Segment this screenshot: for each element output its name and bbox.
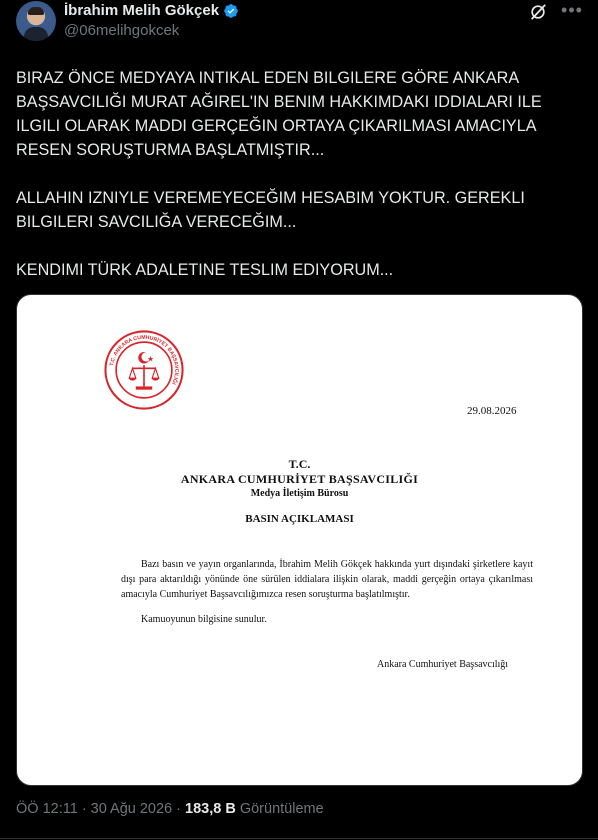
tweet-timestamp[interactable]: ÖÖ 12:11 · 30 Ağu 2026 · (16, 801, 186, 817)
document-signature: Ankara Cumhuriyet Başsavcılığı (377, 659, 509, 670)
divider (0, 838, 598, 839)
document-office: ANKARA CUMHURİYET BAŞSAVCILIĞI (180, 472, 419, 486)
tweet-text: BIRAZ ÖNCE MEDYAYA INTIKAL EDEN BILGILERE GÖRE ANKARA BAŞSAVCILIĞI MURAT AĞIREL'IN BENIM HAKKIMDAKI IDDIALARI ILE ILGILI OLARAK MADDI GERÇEĞIN ORTAYA ÇIKARILMASI AMACIYLA RESEN SORUŞTURMA BAŞLATMIŞTIR... ALLAHIN IZNIYLE VEREMEYECEĞIM HESABIM YOKTUR. GEREKLI BILGILERI SAVCILIĞA VERECEĞIM... KENDIMI TÜRK ADALETINE TESLIM EDIYORUM... (16, 69, 542, 279)
avatar[interactable] (16, 1, 56, 41)
svg-text:T.C. ANKARA CUMHURİYET BAŞSAVC: T.C. ANKARA CUMHURİYET BAŞSAVCILIĞI (109, 334, 180, 386)
avatar-hair (28, 7, 44, 15)
grok-icon[interactable] (528, 2, 548, 22)
views-label: Görüntüleme (235, 801, 324, 817)
verified-badge-icon (223, 3, 239, 19)
more-options-icon[interactable]: ••• (561, 0, 583, 20)
prosecutor-seal-icon (103, 329, 185, 411)
views-count: 183,8 B (185, 801, 236, 817)
document-tc: T.C. (288, 457, 311, 471)
tweet-meta (16, 801, 324, 817)
document-body: Bazı basın ve yayın organlarında, İbrahim Melih Gökçek hakkında yurt dışındaki şirketlere kayıt dışı para aktarıldığı yönünde öne sürülen iddialara ilişkin olarak, maddi gerçeğin ortaya çıkarılması amacıyla Cumhuriyet Başsavcılığımızca resen soruşturma başlatılmıştır. (121, 559, 533, 600)
author-handle[interactable]: @06melihgokcek (64, 22, 180, 39)
document-title: BASIN AÇIKLAMASI (245, 513, 354, 525)
avatar-suit (24, 27, 48, 41)
author-name[interactable]: İbrahim Melih Gökçek (64, 2, 220, 19)
tweet-header (16, 0, 590, 44)
author-name-row (64, 2, 239, 19)
document-note: Kamuoyunun bilgisine sunulur. (141, 614, 267, 625)
attached-document-image[interactable] (16, 294, 583, 786)
document-unit: Medya İletişim Bürosu (250, 488, 349, 499)
document-date: 29.08.2026 (467, 405, 517, 417)
